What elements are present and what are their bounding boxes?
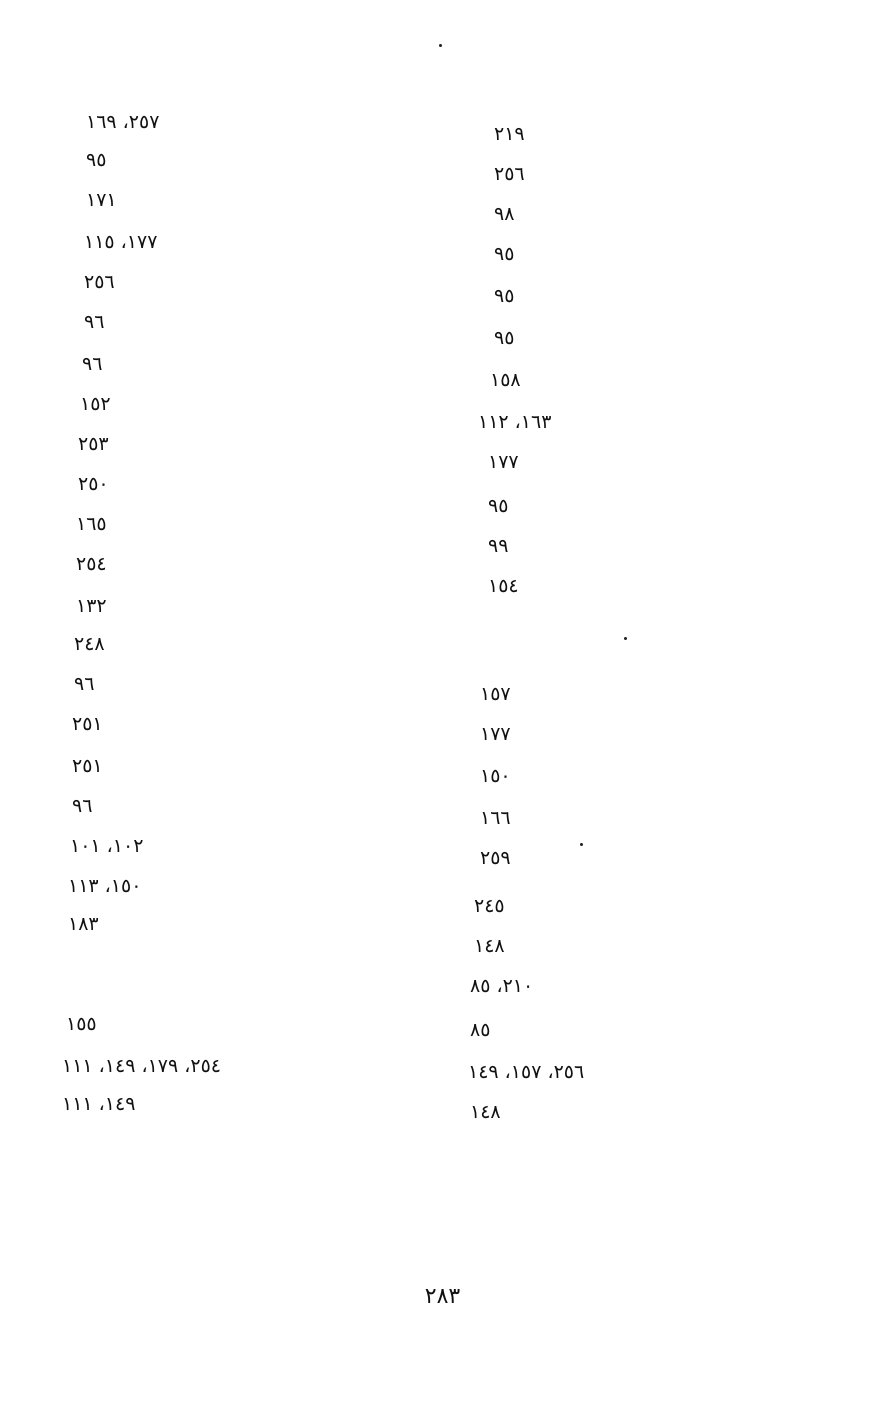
page-refs: ١٧٧ [480,723,511,745]
page-refs: ١٦٣، ١١٢ [478,411,552,433]
page-refs: ١٣٢ [76,595,107,617]
page-refs: ٢٥٤، ١٧٩، ١٤٩، ١١١ [62,1055,222,1077]
print-speck [580,843,583,846]
page-refs: ٩٥ [494,243,515,265]
page-refs: ٢٥١ [72,713,103,735]
page-refs: ١٥٥ [66,1013,97,1035]
page-refs: ٢٤٨ [74,633,105,655]
page-refs: ٢١٠، ٨٥ [470,975,534,997]
page-refs: ٢٥٦ [494,163,525,185]
page-refs: ٢١٩ [494,123,525,145]
page-refs: ١٨٣ [68,913,99,935]
page-refs: ٢٥٩ [480,847,511,869]
page-refs: ١٧٧، ١١٥ [84,231,158,253]
page-refs: ٩٦ [74,673,95,695]
page-refs: ٩٥ [488,495,509,517]
page-refs: ٩٦ [72,795,93,817]
page-refs: ١٠٢، ١٠١ [70,835,144,857]
page-number: ٢٨٣ [424,1284,461,1309]
page-refs: ١٤٩، ١١١ [62,1093,136,1115]
page-refs: ٢٥٣ [78,433,109,455]
page-refs: ١٥٤ [488,575,519,597]
page-refs: ٢٥٧، ١٦٩ [86,111,160,133]
page-refs: ١٧٧ [488,451,519,473]
page-refs: ٢٥٠ [78,473,109,495]
page-refs: ١٥٠، ١١٣ [68,875,142,897]
page-refs: ٢٥٦ [84,271,115,293]
page-refs: ٢٤٥ [474,895,505,917]
page-refs: ٨٥ [470,1019,491,1041]
page-refs: ٢٥١ [72,755,103,777]
page-refs: ١٥٨ [490,369,521,391]
page-refs: ١٥٠ [480,765,511,787]
page-refs: ٢٥٤ [76,553,107,575]
page-refs: ٩٥ [494,285,515,307]
page-refs: ١٦٥ [76,513,107,535]
print-speck [624,637,627,640]
page-refs: ١٥٧ [480,683,511,705]
page-refs: ٩٦ [84,311,105,333]
page-refs: ١٤٨ [470,1101,501,1123]
print-speck [439,44,442,47]
page-refs: ٩٩ [488,535,509,557]
page-refs: ٢٥٦، ١٥٧، ١٤٩ [468,1061,585,1083]
page-refs: ٩٨ [494,203,515,225]
page-refs: ٩٥ [494,327,515,349]
page-refs: ١٦٦ [480,807,511,829]
page-refs: ٩٦ [82,353,103,375]
page-refs: ١٥٢ [80,393,111,415]
page-refs: ٩٥ [86,149,107,171]
page-refs: ١٤٨ [474,935,505,957]
page-refs: ١٧١ [86,189,117,211]
